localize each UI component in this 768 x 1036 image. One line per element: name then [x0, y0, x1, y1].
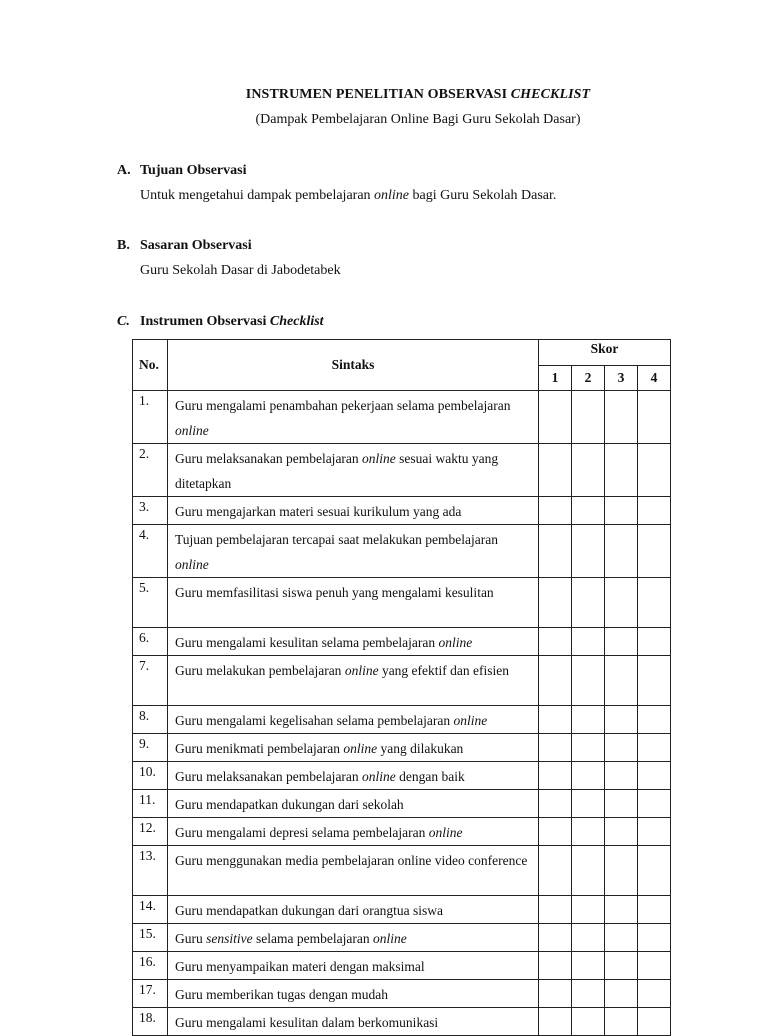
- table-row: [133, 952, 671, 980]
- score-cell-1[interactable]: [539, 525, 572, 578]
- row-sintaks: Guru menikmati pembelajaran online yang dilakukan: [168, 734, 539, 762]
- score-cell-2[interactable]: [572, 734, 605, 762]
- row-number: 7.: [133, 656, 168, 706]
- table-row: [133, 818, 671, 846]
- score-cell-1[interactable]: [539, 924, 572, 952]
- score-cell-4[interactable]: [638, 706, 671, 734]
- table-row: [133, 734, 671, 762]
- score-cell-4[interactable]: [638, 497, 671, 525]
- score-cell-3[interactable]: [605, 497, 638, 525]
- score-cell-3[interactable]: [605, 790, 638, 818]
- table-row: [133, 497, 671, 525]
- score-cell-4[interactable]: [638, 818, 671, 846]
- row-sintaks: Guru mengalami kesulitan dalam berkomunikasi: [168, 1008, 539, 1036]
- row-number: 15.: [133, 924, 168, 952]
- row-sintaks: Guru mendapatkan dukungan dari sekolah: [168, 790, 539, 818]
- row-sintaks: Guru menyampaikan materi dengan maksimal: [168, 952, 539, 980]
- header-sintaks: Sintaks: [168, 340, 539, 391]
- row-number: 17.: [133, 980, 168, 1008]
- table-row: [133, 846, 671, 896]
- table-row: [133, 924, 671, 952]
- section-b-letter: B.: [117, 238, 130, 253]
- score-cell-3[interactable]: [605, 628, 638, 656]
- score-cell-2[interactable]: [572, 578, 605, 628]
- header-score-2: 2: [572, 366, 605, 391]
- score-cell-2[interactable]: [572, 790, 605, 818]
- row-sintaks: Guru mengalami depresi selama pembelajaran online: [168, 818, 539, 846]
- section-c-heading-pre: Instrumen Observasi: [140, 314, 270, 329]
- row-sintaks: Guru memberikan tugas dengan mudah: [168, 980, 539, 1008]
- score-cell-4[interactable]: [638, 762, 671, 790]
- row-number: 5.: [133, 578, 168, 628]
- section-b-heading: Sasaran Observasi: [140, 238, 252, 253]
- score-cell-1[interactable]: [539, 656, 572, 706]
- score-cell-3[interactable]: [605, 444, 638, 497]
- score-cell-1[interactable]: [539, 497, 572, 525]
- score-cell-4[interactable]: [638, 525, 671, 578]
- score-cell-2[interactable]: [572, 706, 605, 734]
- score-cell-1[interactable]: [539, 896, 572, 924]
- section-a-heading: Tujuan Observasi: [140, 163, 247, 178]
- score-cell-2[interactable]: [572, 952, 605, 980]
- table-row: [133, 790, 671, 818]
- header-no: No.: [133, 340, 168, 391]
- table-row: [133, 578, 671, 628]
- section-a-body-post: bagi Guru Sekolah Dasar.: [409, 188, 557, 203]
- score-cell-3[interactable]: [605, 896, 638, 924]
- score-cell-4[interactable]: [638, 896, 671, 924]
- row-number: 10.: [133, 762, 168, 790]
- score-cell-1[interactable]: [539, 790, 572, 818]
- score-cell-1[interactable]: [539, 706, 572, 734]
- document-title: [0, 87, 768, 103]
- score-cell-4[interactable]: [638, 846, 671, 896]
- score-cell-4[interactable]: [638, 1008, 671, 1036]
- score-cell-2[interactable]: [572, 818, 605, 846]
- score-cell-4[interactable]: [638, 444, 671, 497]
- score-cell-1[interactable]: [539, 818, 572, 846]
- row-sintaks: Tujuan pembelajaran tercapai saat melakukan pembelajaran online: [168, 525, 539, 578]
- row-number: 2.: [133, 444, 168, 497]
- score-cell-1[interactable]: [539, 734, 572, 762]
- row-sintaks: Guru mengalami kegelisahan selama pembelajaran online: [168, 706, 539, 734]
- document-subtitle: (Dampak Pembelajaran Online Bagi Guru Sekolah Dasar): [255, 112, 581, 127]
- row-number: 9.: [133, 734, 168, 762]
- score-cell-4[interactable]: [638, 578, 671, 628]
- row-sintaks: Guru melaksanakan pembelajaran online sesuai waktu yang ditetapkan: [168, 444, 539, 497]
- score-cell-3[interactable]: [605, 980, 638, 1008]
- row-sintaks: Guru mengalami kesulitan selama pembelajaran online: [168, 628, 539, 656]
- score-cell-1[interactable]: [539, 578, 572, 628]
- section-c-heading: [140, 314, 324, 330]
- score-cell-1[interactable]: [539, 980, 572, 1008]
- score-cell-2[interactable]: [572, 391, 605, 444]
- section-a-body-italic: online: [374, 188, 410, 203]
- row-number: 16.: [133, 952, 168, 980]
- score-cell-1[interactable]: [539, 444, 572, 497]
- score-cell-2[interactable]: [572, 762, 605, 790]
- section-c-letter: C.: [117, 314, 130, 329]
- score-cell-2[interactable]: [572, 980, 605, 1008]
- checklist-table: [132, 339, 671, 1036]
- score-cell-4[interactable]: [638, 952, 671, 980]
- row-sintaks: Guru melaksanakan pembelajaran online dengan baik: [168, 762, 539, 790]
- score-cell-2[interactable]: [572, 656, 605, 706]
- score-cell-1[interactable]: [539, 391, 572, 444]
- score-cell-3[interactable]: [605, 762, 638, 790]
- score-cell-4[interactable]: [638, 980, 671, 1008]
- table-row: [133, 628, 671, 656]
- row-sintaks: Guru mengajarkan materi sesuai kurikulum yang ada: [168, 497, 539, 525]
- score-cell-1[interactable]: [539, 628, 572, 656]
- header-score-3: 3: [605, 366, 638, 391]
- header-skor: Skor: [539, 340, 671, 366]
- table-row: [133, 391, 671, 444]
- score-cell-1[interactable]: [539, 846, 572, 896]
- row-number: 8.: [133, 706, 168, 734]
- row-sintaks: Guru melakukan pembelajaran online yang efektif dan efisien: [168, 656, 539, 706]
- score-cell-2[interactable]: [572, 497, 605, 525]
- row-sintaks: Guru sensitive selama pembelajaran online: [168, 924, 539, 952]
- table-row: [133, 762, 671, 790]
- table-row: [133, 444, 671, 497]
- score-cell-3[interactable]: [605, 525, 638, 578]
- row-number: 1.: [133, 391, 168, 444]
- score-cell-3[interactable]: [605, 578, 638, 628]
- section-a-body: [140, 188, 556, 204]
- row-number: 13.: [133, 846, 168, 896]
- row-number: 6.: [133, 628, 168, 656]
- score-cell-1[interactable]: [539, 762, 572, 790]
- score-cell-4[interactable]: [638, 656, 671, 706]
- section-a-letter: A.: [117, 163, 131, 178]
- score-cell-3[interactable]: [605, 656, 638, 706]
- row-number: 4.: [133, 525, 168, 578]
- score-cell-2[interactable]: [572, 444, 605, 497]
- score-cell-4[interactable]: [638, 628, 671, 656]
- score-cell-3[interactable]: [605, 734, 638, 762]
- score-cell-1[interactable]: [539, 952, 572, 980]
- section-b-body: Guru Sekolah Dasar di Jabodetabek: [140, 263, 341, 278]
- score-cell-4[interactable]: [638, 391, 671, 444]
- row-number: 14.: [133, 896, 168, 924]
- section-c-heading-italic: Checklist: [269, 314, 324, 329]
- score-cell-2[interactable]: [572, 1008, 605, 1036]
- title-italic: CHECKLIST: [510, 87, 591, 102]
- score-cell-4[interactable]: [638, 924, 671, 952]
- score-cell-3[interactable]: [605, 706, 638, 734]
- table-row: [133, 525, 671, 578]
- header-score-4: 4: [638, 366, 671, 391]
- header-score-1: 1: [539, 366, 572, 391]
- score-cell-2[interactable]: [572, 525, 605, 578]
- row-sintaks: Guru mengalami penambahan pekerjaan selama pembelajaran online: [168, 391, 539, 444]
- table-row: [133, 1008, 671, 1036]
- score-cell-2[interactable]: [572, 846, 605, 896]
- row-number: 3.: [133, 497, 168, 525]
- row-sintaks: Guru menggunakan media pembelajaran online video conference: [168, 846, 539, 896]
- section-a-body-pre: Untuk mengetahui dampak pembelajaran: [140, 188, 375, 203]
- row-number: 18.: [133, 1008, 168, 1036]
- table-row: [133, 896, 671, 924]
- title-main: INSTRUMEN PENELITIAN OBSERVASI: [245, 87, 511, 102]
- score-cell-3[interactable]: [605, 818, 638, 846]
- score-cell-2[interactable]: [572, 628, 605, 656]
- score-cell-3[interactable]: [605, 1008, 638, 1036]
- table-row: [133, 656, 671, 706]
- score-cell-4[interactable]: [638, 734, 671, 762]
- score-cell-3[interactable]: [605, 391, 638, 444]
- row-number: 12.: [133, 818, 168, 846]
- score-cell-4[interactable]: [638, 790, 671, 818]
- score-cell-3[interactable]: [605, 846, 638, 896]
- score-cell-1[interactable]: [539, 1008, 572, 1036]
- table-row: [133, 980, 671, 1008]
- row-number: 11.: [133, 790, 168, 818]
- row-sintaks: Guru memfasilitasi siswa penuh yang mengalami kesulitan: [168, 578, 539, 628]
- score-cell-3[interactable]: [605, 924, 638, 952]
- score-cell-3[interactable]: [605, 952, 638, 980]
- row-sintaks: Guru mendapatkan dukungan dari orangtua siswa: [168, 896, 539, 924]
- score-cell-2[interactable]: [572, 924, 605, 952]
- score-cell-2[interactable]: [572, 896, 605, 924]
- table-row: [133, 706, 671, 734]
